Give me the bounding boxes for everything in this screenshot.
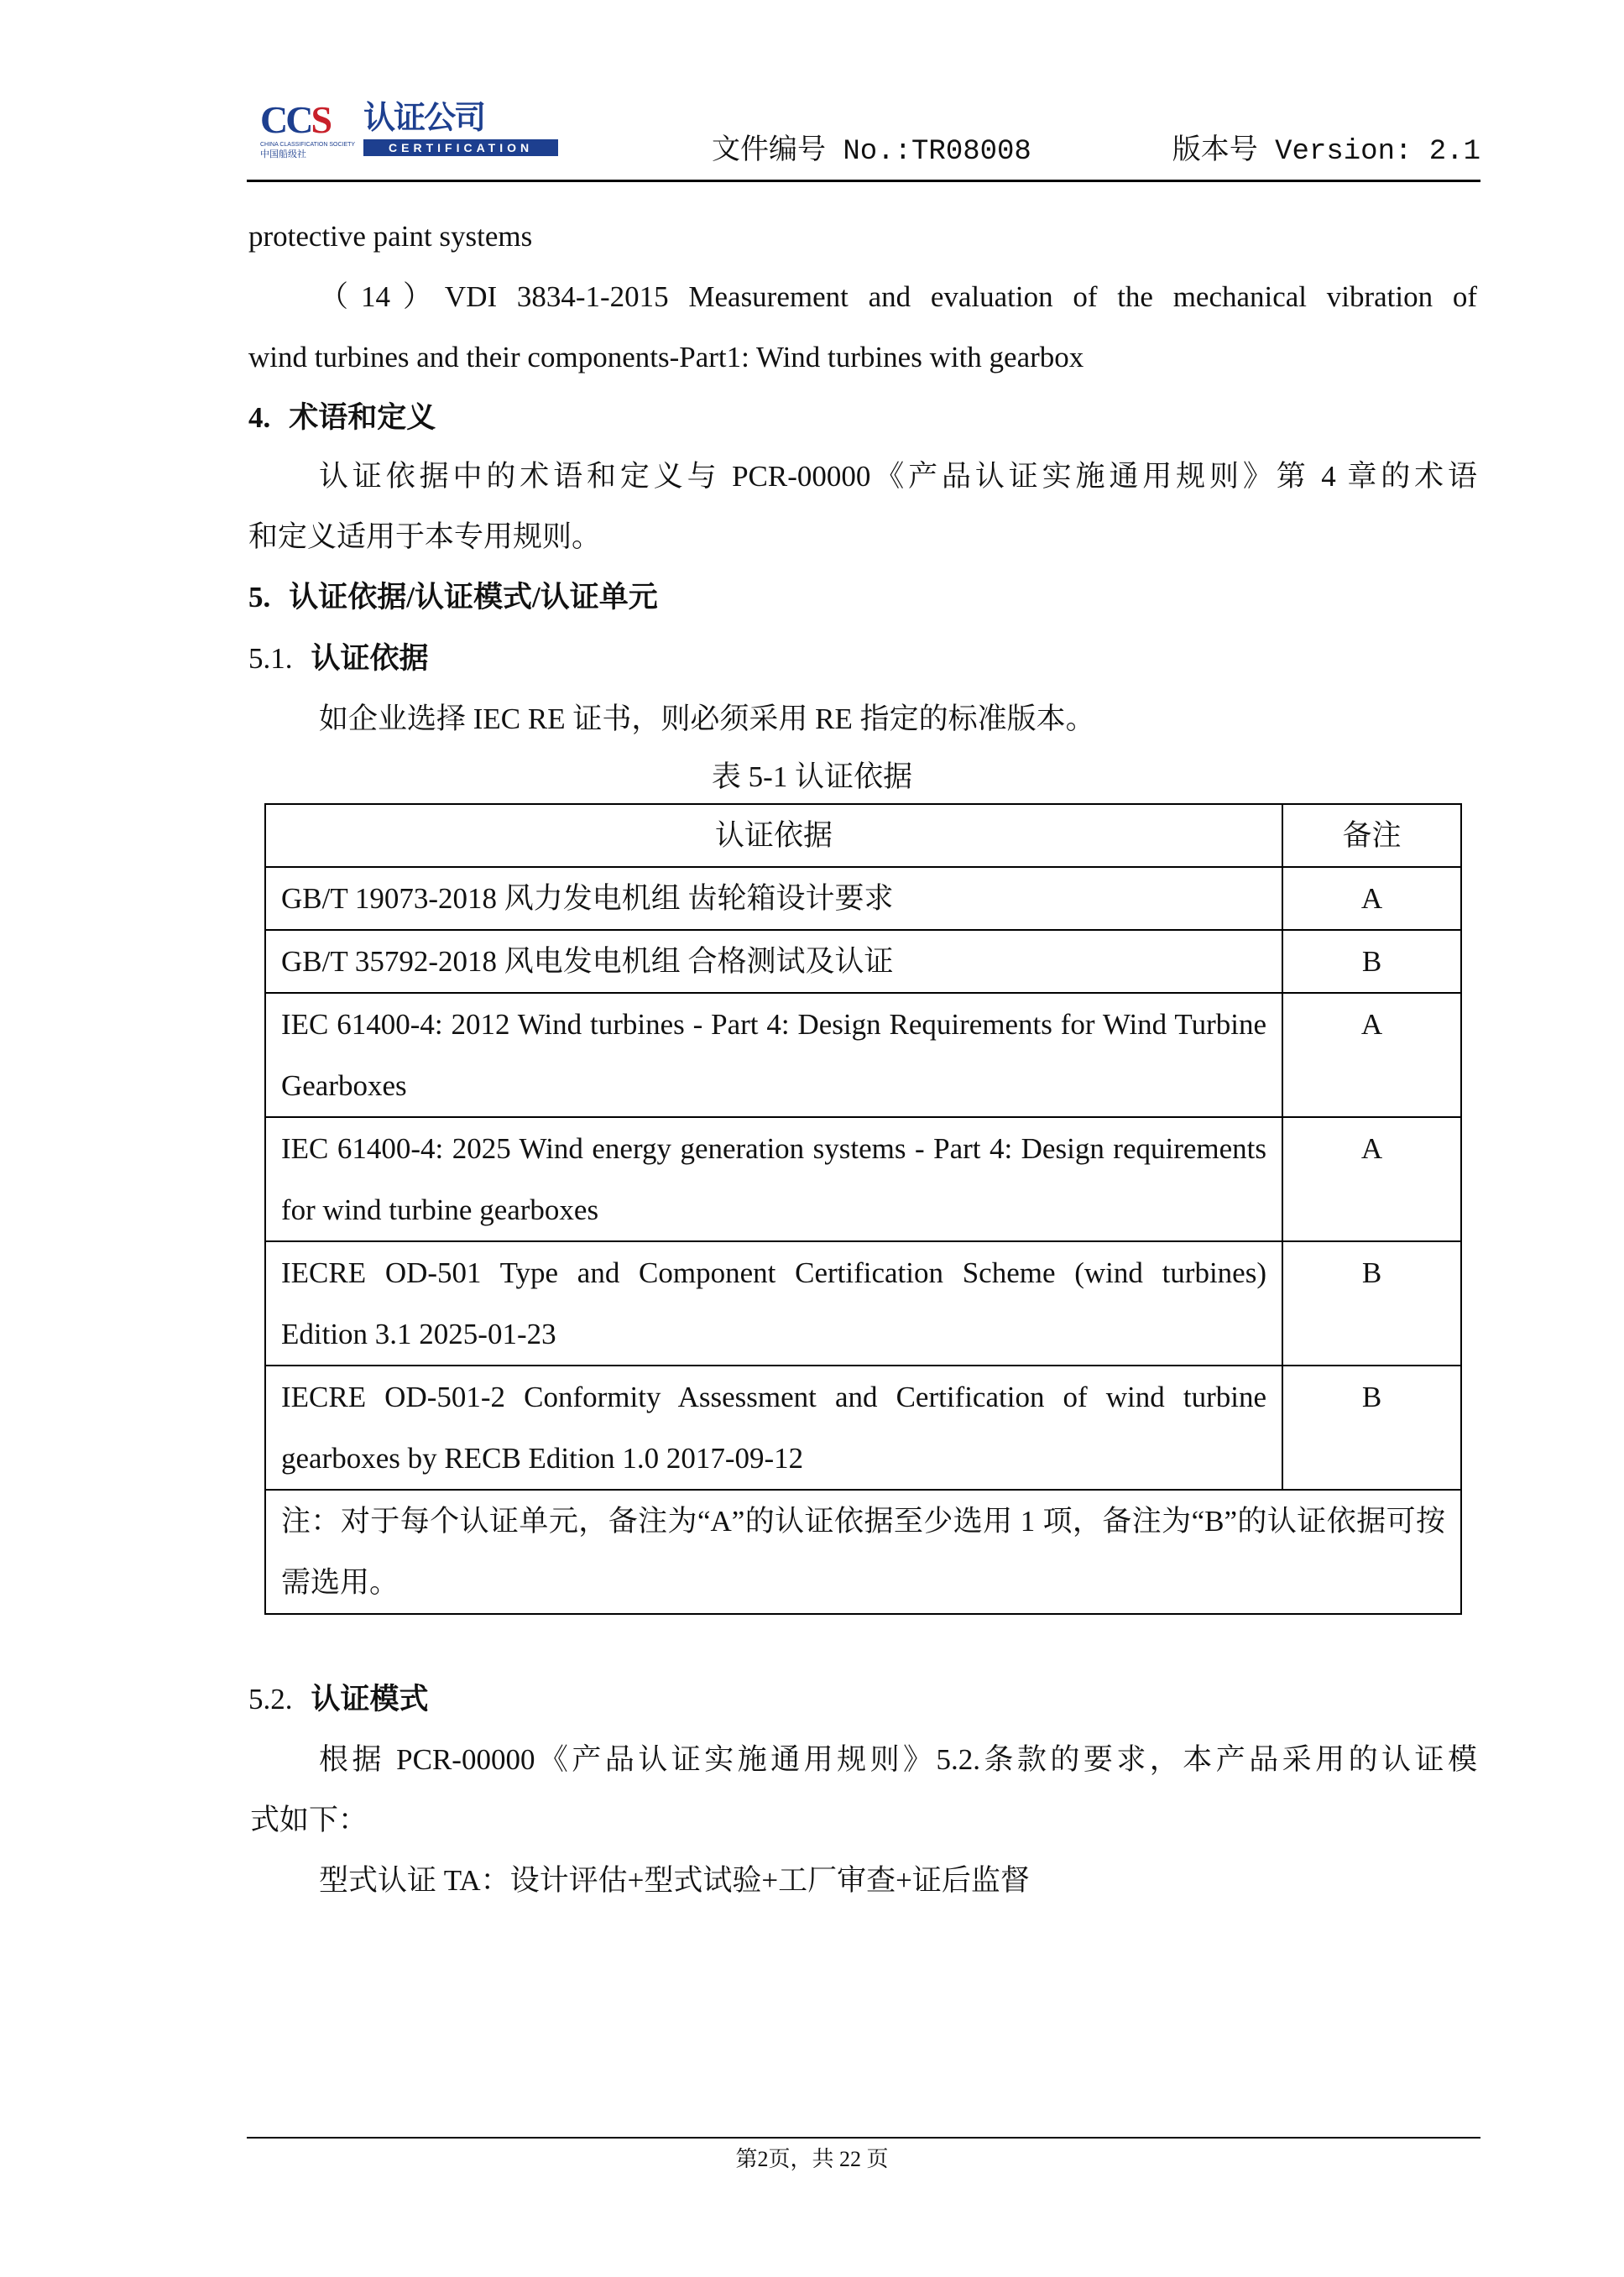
note-cell: B	[1282, 1366, 1461, 1490]
table-caption: 表 5-1 认证依据	[711, 760, 913, 793]
footer-rule	[247, 2137, 1480, 2139]
table-header-row	[265, 804, 1461, 867]
note-cell: A	[1282, 993, 1461, 1117]
certification-basis-table	[264, 803, 1462, 1615]
header-cell: 备注	[1282, 804, 1461, 867]
paragraph: 认证依据中的术语和定义与 PCR-00000《产品认证实施通用规则》第 4 章的术语	[319, 460, 1477, 493]
paragraph: 式如下：	[250, 1804, 368, 1836]
certification-mode: 型式认证 TA：设计评估+型式试验+工厂审查+证后监督	[319, 1864, 1030, 1897]
table-footnote-row	[265, 1490, 1461, 1614]
section-52-number: 5.2.	[248, 1683, 293, 1716]
section-51-heading	[248, 642, 429, 676]
logo-society-cn: 中国船级社	[260, 149, 306, 159]
section-51-title: 认证依据	[311, 642, 429, 675]
section-52-heading	[248, 1683, 429, 1716]
section-5-title: 认证依据/认证模式/认证单元	[289, 581, 658, 614]
section-51-number: 5.1.	[248, 642, 293, 675]
section-52-title: 认证模式	[311, 1683, 429, 1716]
header-rule	[247, 180, 1480, 182]
paragraph: 如企业选择 IEC RE 证书，则必须采用 RE 指定的标准版本。	[319, 702, 1095, 735]
version: 版本号 Version: 2.1	[1172, 136, 1480, 168]
basis-cell: GB/T 35792-2018 风电发电机组 合格测试及认证	[265, 930, 1282, 993]
note-cell: B	[1282, 1241, 1461, 1366]
note-cell: B	[1282, 930, 1461, 993]
section-4-title: 术语和定义	[289, 401, 436, 434]
logo-right	[363, 99, 558, 156]
doc-number: 文件编号 No.:TR08008	[712, 136, 1031, 168]
basis-cell: IEC 61400-4: 2025 Wind energy generation systems - Part 4: Design requirements for wind turbine gearboxes	[265, 1117, 1282, 1241]
table-row	[265, 930, 1461, 993]
section-4-number: 4.	[248, 401, 271, 434]
table-row	[265, 867, 1461, 930]
section-4-heading	[248, 401, 436, 435]
note-cell: A	[1282, 867, 1461, 930]
ccs-logo	[260, 99, 558, 159]
note-cell: A	[1282, 1117, 1461, 1241]
logo-certification: CERTIFICATION	[363, 139, 558, 156]
paragraph: protective paint systems	[248, 220, 533, 253]
table-row	[265, 1117, 1461, 1241]
header-cell: 认证依据	[265, 804, 1282, 867]
basis-cell: IEC 61400-4: 2012 Wind turbines - Part 4: Design Requirements for Wind Turbine Gearboxes	[265, 993, 1282, 1117]
reference-14: （14）VDI 3834-1-2015 Measurement and evaluation of the mechanical vibration of	[319, 280, 1477, 313]
logo-left	[260, 99, 355, 159]
paragraph: 和定义适用于本专用规则。	[248, 520, 602, 553]
basis-cell: GB/T 19073-2018 风力发电机组 齿轮箱设计要求	[265, 867, 1282, 930]
table-row	[265, 993, 1461, 1117]
page-number: 第2页，共 22 页	[735, 2147, 889, 2171]
logo-name-cn: 认证公司	[363, 99, 485, 136]
section-5-heading	[248, 581, 658, 614]
reference-14-cont: wind turbines and their components-Part1: Wind turbines with gearbox	[248, 341, 1084, 373]
logo-society: CHINA CLASSIFICATION SOCIETY	[260, 142, 356, 148]
header-info	[712, 136, 1480, 169]
logo-ccs: CCS	[260, 98, 331, 141]
table-row	[265, 1366, 1461, 1490]
paragraph: 根据 PCR-00000《产品认证实施通用规则》5.2.条款的要求，本产品采用的认证模	[319, 1743, 1477, 1776]
table-row	[265, 1241, 1461, 1366]
section-5-number: 5.	[248, 581, 271, 614]
table-footnote: 注：对于每个认证单元，备注为“A”的认证依据至少选用 1 项，备注为“B”的认证依据可按需选用。	[265, 1490, 1461, 1614]
basis-cell: IECRE OD-501-2 Conformity Assessment and Certification of wind turbine gearboxes by RECB Edition 1.0 2017-09-12	[265, 1366, 1282, 1490]
basis-cell: IECRE OD-501 Type and Component Certification Scheme (wind turbines) Edition 3.1 2025-01-23	[265, 1241, 1282, 1366]
